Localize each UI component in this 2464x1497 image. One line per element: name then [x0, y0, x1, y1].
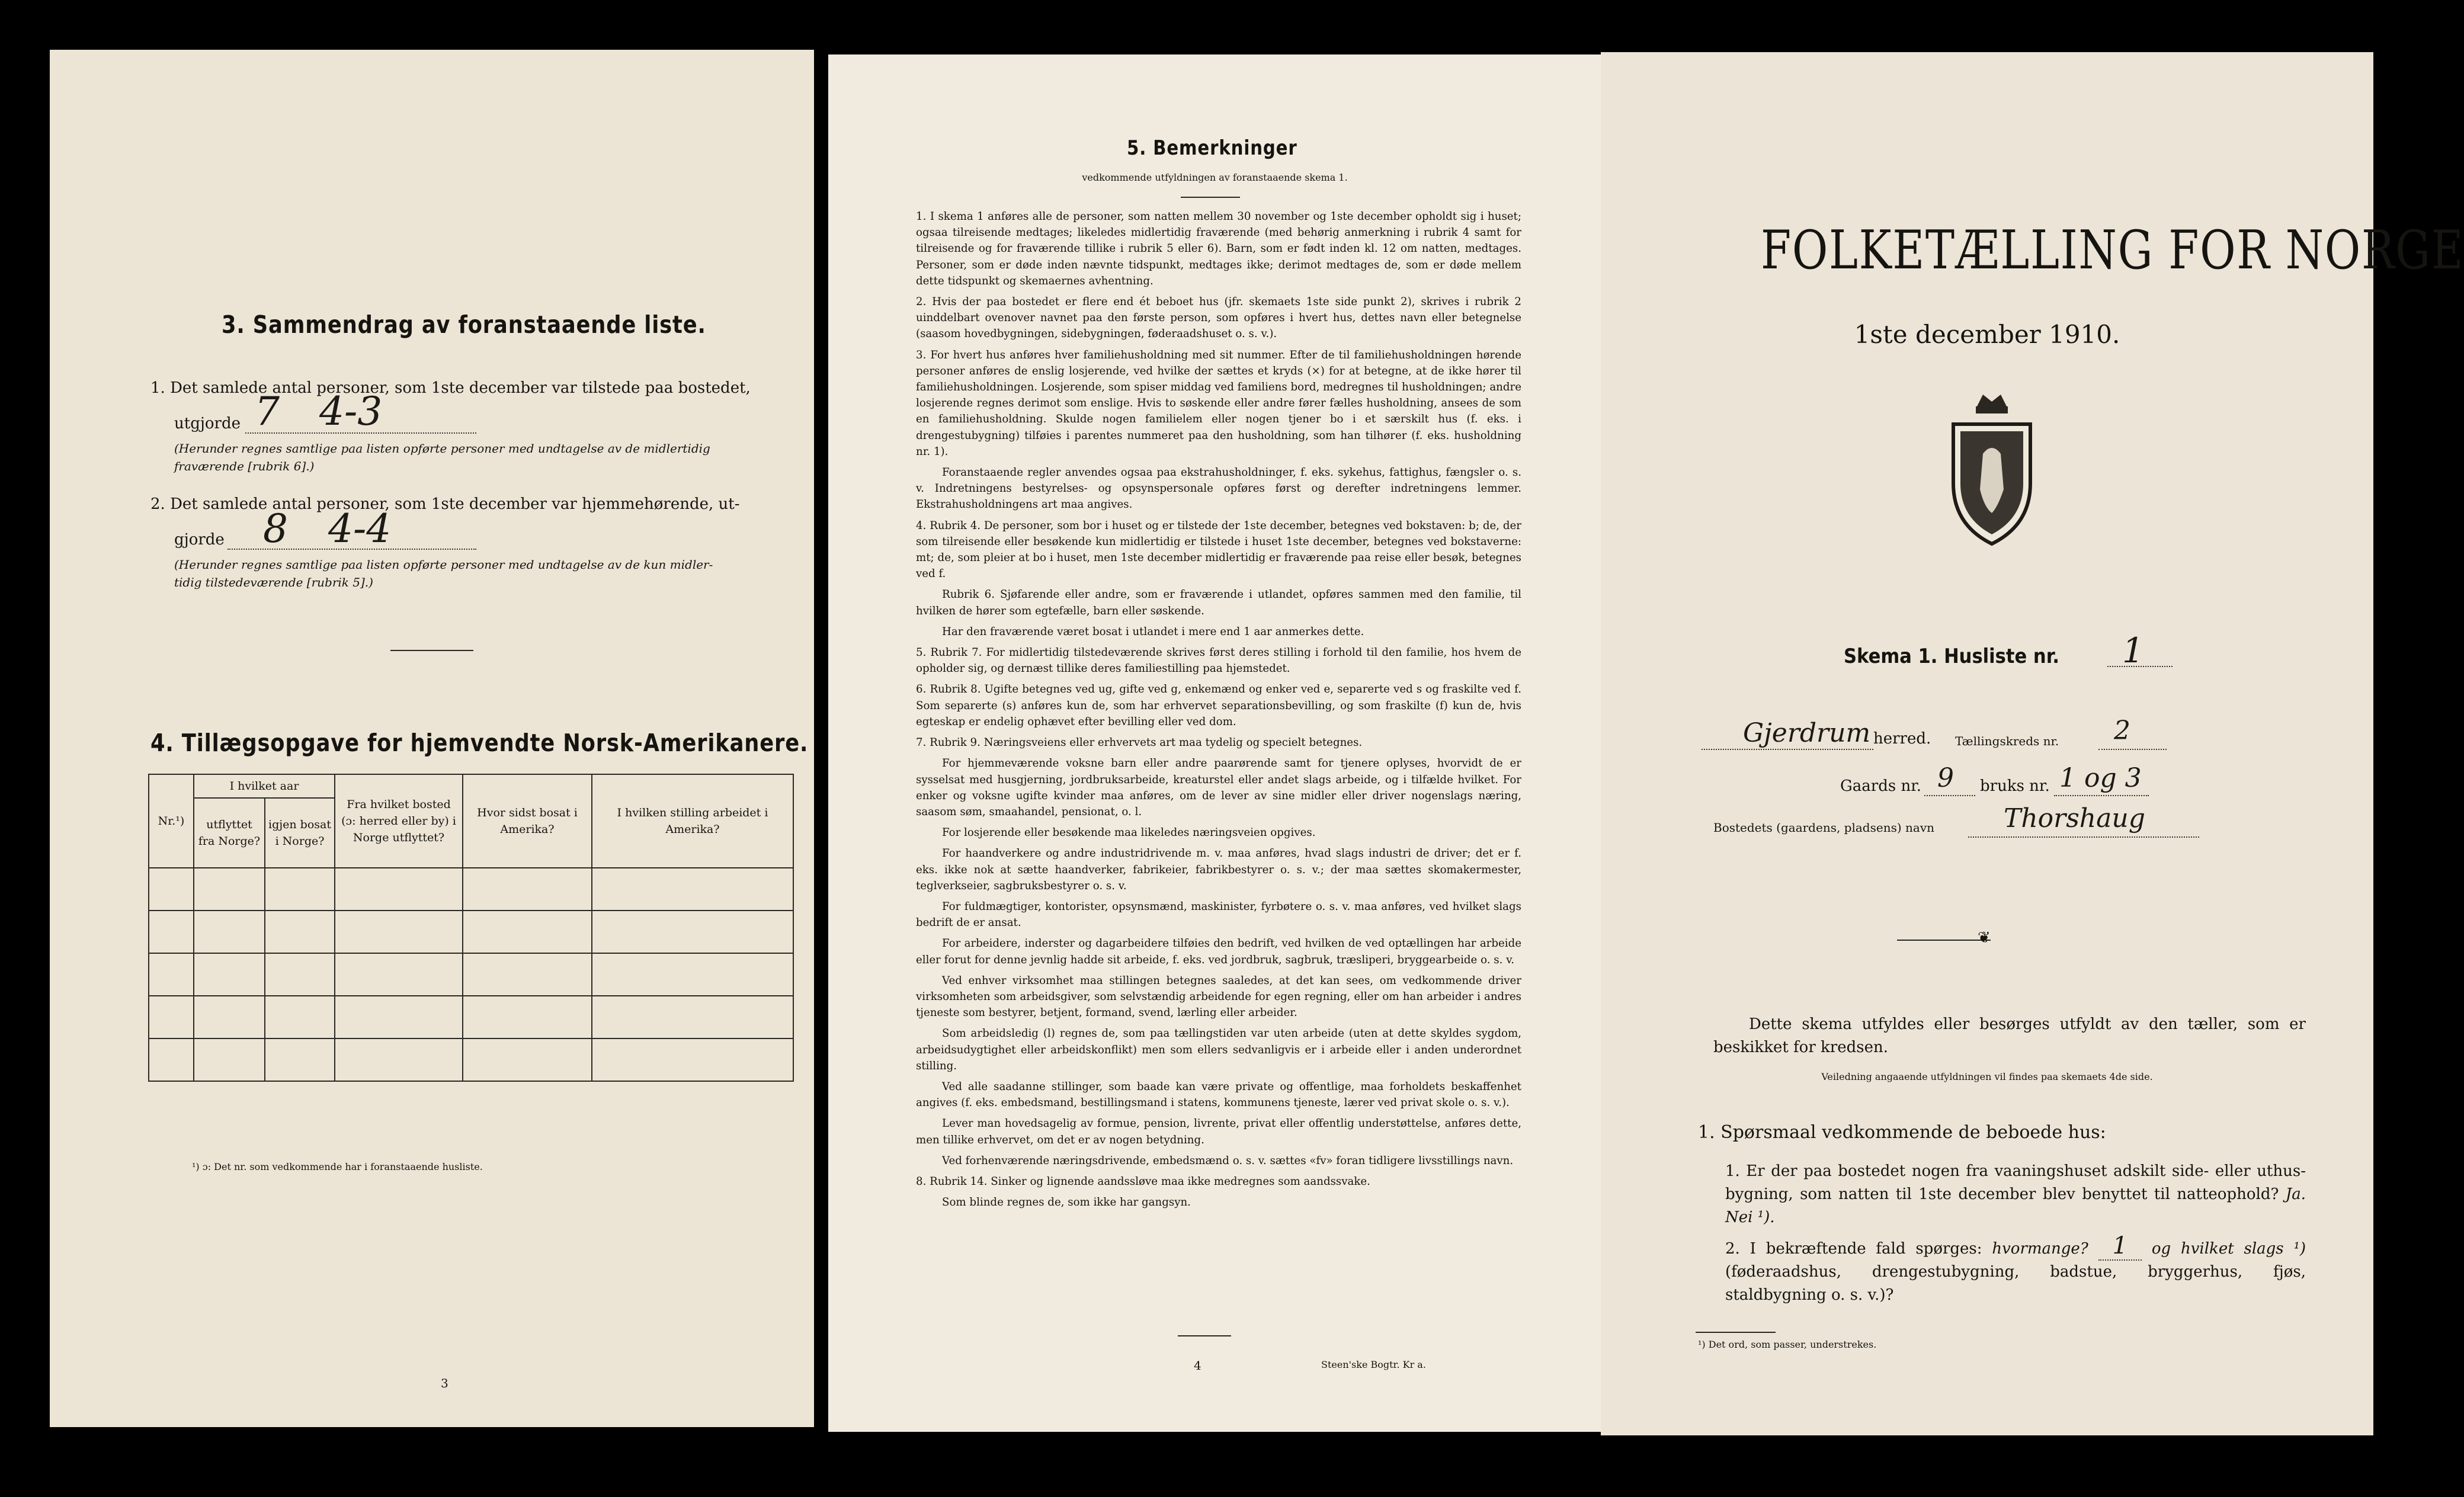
coat-of-arms-icon	[1941, 389, 2042, 549]
instruction-text: Dette skema utfyldes eller besørges utfyldt av den tæller, som er beskikket for kredsen.	[1713, 1015, 2306, 1056]
herred-line	[1702, 749, 1873, 750]
table-row	[149, 953, 793, 996]
remark-paragraph: 1. I skema 1 anføres alle de personer, som natten mellem 30 november og 1ste december opholdt sig i huset; ogsaa tilreisende medtages; likeledes midlertidig fraværende (med behørig anmerkning i rubrik 4 samt for tilreisende og for fraværende tillike i rubrik 5 eller 6). Barn, som er født inden kl. 12 om natten, medtages. Personer, som er døde inden nævnte tidspunkt, medtages ikke; derimot medtages de, som er døde mellem dette tidspunkt og skemaernes avhentning.	[916, 210, 1521, 287]
q2-answer: 1	[2098, 1232, 2142, 1261]
remarks-list	[916, 209, 1521, 1215]
question-heading: 1. Spørsmaal vedkommende de beboede hus:	[1698, 1122, 2106, 1143]
bosted-value: Thorshaug	[2004, 803, 2145, 834]
bottom-divider	[1178, 1335, 1231, 1336]
q1-answer: Ja. Nei ¹).	[1725, 1185, 2306, 1226]
gaards-value: 9	[1937, 763, 1954, 793]
col-returned: igjen bosat i Norge?	[265, 798, 335, 868]
gaards-label: Gaards nr.	[1840, 777, 1922, 795]
remark-paragraph: Ved enhver virksomhet maa stillingen betegnes saaledes, at det kan sees, om vedkommende driver virksomheten som arbeidsgiver, som selvstændig arbeidende for egen regning, eller om han arbeider i andres tjeneste som bestyrer, betjent, formand, svend, lærling eller arbeider.	[916, 974, 1521, 1020]
col-from-where: Fra hvilket bosted (ɔ: herred eller by) i Norge utflyttet?	[335, 774, 463, 868]
question-2	[1725, 1232, 2306, 1307]
page-left	[50, 50, 814, 1427]
item1-text: 1. Det samlede antal personer, som 1ste december var tilstede paa bostedet,	[150, 379, 751, 397]
ornament-line-left	[1897, 940, 1991, 941]
kreds-line	[2098, 749, 2167, 750]
right-footnote: ¹) Det ord, som passer, understrekes.	[1698, 1339, 1877, 1350]
col-nr: Nr.¹)	[149, 774, 194, 868]
bruks-line	[2054, 795, 2149, 796]
remark-paragraph: For haandverkere og andre industridrivende m. v. maa anføres, hvad slags industri de driver; det er f. eks. ikke nok at sætte haandverker, fabrikeier, fabrikbestyrer o. s. v.; der maa sættes skomakermester, teglverkseier, sagbruksbestyrer o. s. v.	[916, 847, 1521, 892]
kreds-label: Tællingskreds nr.	[1955, 734, 2059, 748]
q2-text-b: og hvilket slags ¹)	[2151, 1240, 2306, 1258]
question-1	[1725, 1160, 2306, 1229]
q2-hvormange: hvormange?	[1992, 1240, 2088, 1258]
remark-paragraph: Ved alle saadanne stillinger, som baade kan være private og offentlige, maa forholdets beskaffenhet angives (f. eks. embedsmand, bestillingsmand i statens, kommunens tjeneste, lærer ved privat skole o. s. v.).	[916, 1080, 1521, 1110]
census-title: FOLKETÆLLING FOR NORGE	[1761, 219, 2464, 281]
bosted-line	[1968, 836, 2199, 838]
remarks-title: 5. Bemerkninger	[1127, 136, 1297, 160]
gaards-line	[1924, 795, 1975, 796]
remark-paragraph: For arbeidere, inderster og dagarbeidere tilføies den bedrift, ved hvilken de ved optællingen har arbeide eller forut for denne jevnlig hadde sit arbeide, f. eks. ved jordbruk, sagbruk, træsliperi, bryggearbeide o. s. v.	[916, 937, 1521, 966]
remark-paragraph: 5. Rubrik 7. For midlertidig tilstedeværende skrives først deres stilling i forhold til den familie, hos hvem de opholder sig, og dernæst tillike deres familiestilling paa hjemstedet.	[916, 646, 1521, 675]
remark-paragraph: 4. Rubrik 4. De personer, som bor i huset og er tilstede der 1ste december, betegnes ved bokstaven: b; de, der som tilreisende eller besøkende kun midlertidig er tilstede i huset 1ste december, betegnes ved bokstaverne: mt; de, som pleier at bo i huset, men 1ste december midlertidig er fraværende paa reise eller besøk, betegnes ved f.	[916, 519, 1521, 581]
q2-text-a: 2. I bekræftende fald spørges:	[1725, 1240, 1982, 1258]
item1-note-b: fraværende [rubrik 6].)	[174, 459, 315, 473]
col-emigrated: utflyttet fra Norge?	[194, 798, 265, 868]
remark-paragraph: Lever man hovedsagelig av formue, pension, livrente, privat eller offentlig understøttelse, anføres dette, men tillike erhvervet, om det er av nogen betydning.	[916, 1117, 1521, 1146]
remark-paragraph: For fuldmægtiger, kontorister, opsynsmænd, maskinister, fyrbøtere o. s. v. maa anføres, ved hvilket slags bedrift de er ansat.	[916, 900, 1521, 929]
schema-label: Skema 1. Husliste nr.	[1844, 645, 2060, 668]
printer-imprint: Steen'ske Bogtr. Kr a.	[1321, 1359, 1426, 1370]
remarks-divider	[1181, 197, 1240, 198]
page-right	[1601, 52, 2464, 1435]
table-row	[149, 911, 793, 953]
remarks-subtitle: vedkommende utfyldningen av foranstaaende skema 1.	[1082, 172, 1348, 183]
item2-note-b: tidig tilstedeværende [rubrik 5].)	[174, 575, 373, 589]
item1-handwritten: 7	[255, 389, 280, 434]
item1-note-a: (Herunder regnes samtlige paa listen opførte personer med undtagelse av de midlertidig	[174, 441, 710, 456]
remark-paragraph: Ved forhenværende næringsdrivende, embedsmænd o. s. v. sættes «fv» foran tidligere livsstillings navn.	[942, 1154, 1514, 1167]
remark-paragraph: 2. Hvis der paa bostedet er flere end ét beboet hus (jfr. skemaets 1ste side punkt 2), skrives i rubrik 2 uinddelbart ovenover navnet paa den første person, som opføres i hvert hus, dettes navn eller betegnelse (saasom hovedbygningen, sidebygningen, føderaadshuset o. s. v.).	[916, 296, 1521, 341]
remark-paragraph: Foranstaaende regler anvendes ogsaa paa ekstrahusholdninger, f. eks. sykehus, fattighus, fængsler o. s. v. Indretningens bestyrelses- og opsynspersonale opføres først og derefter indretningens lemmer. Ekstrahusholdningens art maa angives.	[916, 466, 1521, 511]
census-date: 1ste december 1910.	[1854, 320, 2120, 349]
col-last-residence: Hvor sidst bosat i Amerika?	[463, 774, 592, 868]
page-number: 3	[441, 1376, 448, 1390]
remark-paragraph: 7. Rubrik 9. Næringsveiens eller erhvervets art maa tydelig og specielt betegnes.	[916, 736, 1363, 749]
guide-note: Veiledning angaaende utfyldningen vil findes paa skemaets 4de side.	[1821, 1071, 2153, 1082]
item2-prefix: gjorde	[174, 531, 225, 549]
bruks-value: 1 og 3	[2059, 763, 2142, 793]
remark-paragraph: Som blinde regnes de, som ikke har gangsyn.	[942, 1196, 1191, 1209]
col-occupation: I hvilken stilling arbeidet i Amerika?	[592, 774, 793, 868]
item2-note-a: (Herunder regnes samtlige paa listen opførte personer med undtagelse av de kun midler-	[174, 557, 713, 572]
table-row	[149, 868, 793, 911]
page-middle	[828, 55, 1601, 1432]
item2-handwritten: 8	[263, 506, 288, 552]
table-row	[149, 1038, 793, 1081]
remark-paragraph: 6. Rubrik 8. Ugifte betegnes ved ug, gifte ved g, enkemænd og enker ved e, separerte ved s og fraskilte ved f. Som separerte (s) anføres kun de, som har erhvervet separationsbevilling, og som fraskilte (f) kun de, hvis egteskap er endelig ophævet efter bevilling eller ved dom.	[916, 683, 1521, 728]
section3-title: 3. Sammendrag av foranstaaende liste.	[222, 310, 706, 339]
item1-handwritten-note: 4-3	[319, 389, 383, 434]
schema-number: 1	[2122, 630, 2144, 671]
kreds-value: 2	[2114, 716, 2130, 746]
herred-value: Gjerdrum	[1743, 718, 1871, 748]
section4-title: 4. Tillægsopgave for hjemvendte Norsk-Amerikanere.	[150, 729, 809, 757]
returnee-table	[148, 774, 794, 1082]
footnote-rule	[1696, 1332, 1776, 1333]
item1-prefix: utgjorde	[174, 415, 241, 432]
ornament-icon: ❦	[1978, 929, 1991, 947]
item2-handwritten-note: 4-4	[328, 506, 392, 552]
remark-paragraph: Rubrik 6. Sjøfarende eller andre, som er fraværende i utlandet, opføres sammen med den familie, til hvilken de hører som egtefælle, barn eller søskende.	[916, 588, 1521, 617]
q2-text-c: (føderaadshus, drengestubygning, badstue, bryggerhus, fjøs, staldbygning o. s. v.)?	[1725, 1263, 2306, 1304]
table-row	[149, 996, 793, 1038]
q1-text: 1. Er der paa bostedet nogen fra vaaningshuset adskilt side- eller uthus-bygning, som natten til 1ste december blev benyttet til natteophold?	[1725, 1162, 2306, 1203]
col-group-year: I hvilket aar	[194, 774, 335, 798]
bosted-label: Bostedets (gaardens, pladsens) navn	[1713, 820, 1934, 835]
remark-paragraph: 8. Rubrik 14. Sinker og lignende aandssløve maa ikke medregnes som aandssvake.	[916, 1175, 1370, 1188]
remark-paragraph: For losjerende eller besøkende maa likeledes næringsveien opgives.	[942, 826, 1316, 839]
item2-text: 2. Det samlede antal personer, som 1ste december var hjemmehørende, ut-	[150, 495, 740, 513]
remark-paragraph: Som arbeidsledig (l) regnes de, som paa tællingstiden var uten arbeide (uten at dette skyldes sygdom, arbeidsudygtighet eller arbeidskonflikt) men som ellers sedvanligvis er i arbeide eller i anden underordnet stilling.	[916, 1027, 1521, 1072]
herred-label: herred.	[1873, 730, 1931, 748]
bruks-label: bruks nr.	[1980, 777, 2050, 795]
divider	[390, 650, 473, 651]
remark-paragraph: 3. For hvert hus anføres hver familiehusholdning med sit nummer. Efter de til familiehusholdningen hørende personer anføres de enslig losjerende, ved hvilke der sættes et kryds (×) for at betegne, at de ikke hører til familiehusholdningen. Losjerende, som spiser middag ved familiens bord, medregnes til husholdningen; andre losjerende regnes derimot som enslige. Hvis to søskende eller andre fører fælles husholdning, ansees de som en familiehusholdning. Skulde nogen familielem eller nogen tjener bo i et særskilt hus (f. eks. i drengestubygning) tilføies i parentes nummeret paa den husholdning, som han tilhører (f. eks. husholdning nr. 1).	[916, 348, 1521, 458]
remark-paragraph: For hjemmeværende voksne barn eller andre paarørende samt for tjenere oplyses, hvorvidt de er sysselsat med husgjerning, jordbruksarbeide, kreaturstel eller andet slags arbeide, og i tilfælde hvilket. For enker og voksne ugifte kvinder maa anføres, om de lever av sine midler eller driver nogenslags næring, saasom søm, smaahandel, pensionat, o. l.	[916, 757, 1521, 818]
page-number: 4	[1194, 1358, 1201, 1373]
remark-paragraph: Har den fraværende været bosat i utlandet i mere end 1 aar anmerkes dette.	[942, 625, 1364, 638]
table-footnote: ¹) ɔ: Det nr. som vedkommende har i foranstaaende husliste.	[192, 1161, 483, 1172]
